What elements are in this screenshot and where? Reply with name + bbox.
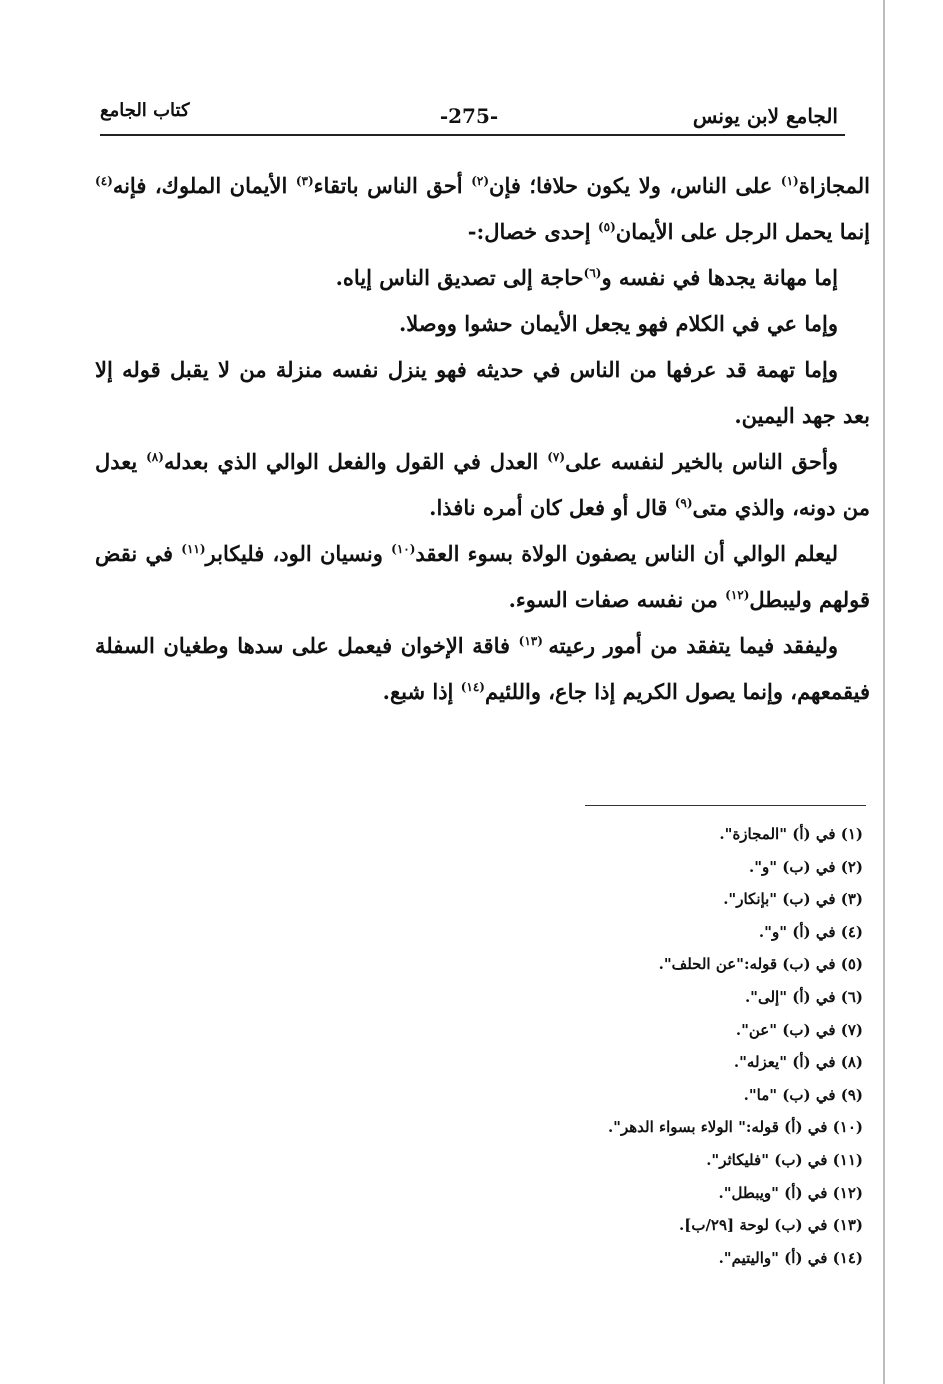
- footnote: (١٢) في (أ) "ويبطل".: [718, 1183, 863, 1202]
- text-run: المجازاة: [798, 173, 871, 198]
- text-run: الأيمان الملوك، فإنه: [112, 173, 296, 198]
- scan-page-edge: [883, 0, 885, 1384]
- footnote: (٦) في (أ) "إلى".: [744, 987, 863, 1006]
- text-run: أحق الناس باتقاء: [313, 173, 472, 198]
- footnote: (١٣) في (ب) لوحة [٢٩/ب].: [679, 1216, 863, 1235]
- header-book-title: الجامع لابن يونس: [692, 104, 838, 128]
- text-run: في نقض قولهم وليبطل: [95, 541, 870, 612]
- footnote-ref: (٧): [547, 450, 566, 464]
- footnote-ref: (١١): [181, 542, 206, 556]
- footnote-ref: (٣): [295, 174, 314, 188]
- text-run: إحدى خصال:-: [467, 219, 598, 244]
- footnote: (١٠) في (أ) قوله:" الولاء بسواء الدهر".: [607, 1118, 863, 1137]
- main-text: [95, 163, 870, 715]
- footnote-ref: (١٣): [518, 634, 549, 648]
- paragraph: [95, 255, 870, 301]
- text-run: العدل في القول والفعل الوالي الذي بعدله: [163, 449, 548, 474]
- text-run: وإما تهمة قد عرفها من الناس في حديثه فهو ينزل نفسه منزلة من لا يقبل قوله إلا بعد جهد اليمين.: [95, 357, 870, 428]
- footnote-ref: (١٠): [391, 542, 416, 556]
- page-number: -275-: [439, 104, 499, 128]
- text-run: إما مهانة يجدها في نفسه و: [601, 265, 838, 290]
- footnote-ref: (٢): [471, 174, 490, 188]
- text-run: إنما يحمل الرجل على الأيمان: [615, 219, 870, 244]
- text-run: ليعلم الوالي أن الناس يصفون الولاة بسوء العقد: [415, 541, 838, 566]
- footnote-ref: (٩): [674, 496, 693, 510]
- text-run: وأحق الناس بالخير لنفسه على: [565, 449, 838, 474]
- text-run: إذا شبع.: [382, 679, 461, 704]
- footnote: (١٤) في (أ) "واليتيم".: [718, 1248, 863, 1267]
- footnote-ref: (٥): [597, 220, 616, 234]
- paragraph: [95, 163, 870, 255]
- footnote-ref: (١٢): [725, 588, 750, 602]
- footnote: (١١) في (ب) "فليكاثر".: [706, 1150, 863, 1169]
- footnote-ref: (٤): [95, 174, 113, 188]
- paragraph: [95, 439, 870, 531]
- header-chapter-title: كتاب الجامع: [100, 100, 190, 121]
- text-run: وليفقد فيما يتفقد من أمور رعيته: [548, 633, 838, 658]
- footnote: (٩) في (ب) "ما".: [743, 1085, 863, 1104]
- paragraph: [95, 531, 870, 623]
- footnote: (٢) في (ب) "و".: [748, 857, 863, 876]
- footnote-ref: (١٤): [460, 680, 485, 694]
- text-run: حاجة إلى تصديق الناس إياه.: [335, 265, 584, 290]
- text-run: قال أو فعل كان أمره نافذا.: [429, 495, 675, 520]
- text-run: على الناس، ولا يكون حلافا؛ فإن: [489, 173, 781, 198]
- footnote: (٥) في (ب) قوله:"عن الحلف".: [658, 955, 863, 974]
- running-header: [100, 100, 838, 138]
- footnote: (١) في (أ) "المجازة".: [719, 825, 863, 843]
- paragraph: [95, 623, 870, 715]
- footnote-ref: (٦): [583, 266, 602, 280]
- footnote-ref: (٨): [146, 450, 164, 464]
- text-run: فاقة الإخوان فيعمل على سدها وطغيان السفلة فيقمعهم، وإنما يصول الكريم إذا جاع، واللئيم: [95, 633, 870, 704]
- paragraph: [95, 301, 870, 347]
- footnote: (٣) في (ب) "بإنكار".: [723, 890, 863, 909]
- paragraph: [95, 347, 870, 439]
- text-run: وإما عي في الكلام فهو يجعل الأيمان حشوا ووصلا.: [398, 311, 838, 336]
- footnote-ref: (١): [780, 174, 799, 188]
- footnote: (٤) في (أ) "و".: [758, 922, 863, 941]
- header-rule: [100, 134, 845, 136]
- footnote: (٧) في (ب) "عن".: [735, 1020, 863, 1039]
- footnote-separator: [585, 805, 866, 806]
- text-run: يعدل من دونه، والذي متى: [95, 449, 870, 520]
- footnote: (٨) في (أ) "يعزله".: [733, 1053, 863, 1072]
- footnotes-list: [263, 818, 863, 1274]
- text-run: ونسيان الود، فليكابر: [205, 541, 392, 566]
- text-run: من نفسه صفات السوء.: [508, 587, 726, 612]
